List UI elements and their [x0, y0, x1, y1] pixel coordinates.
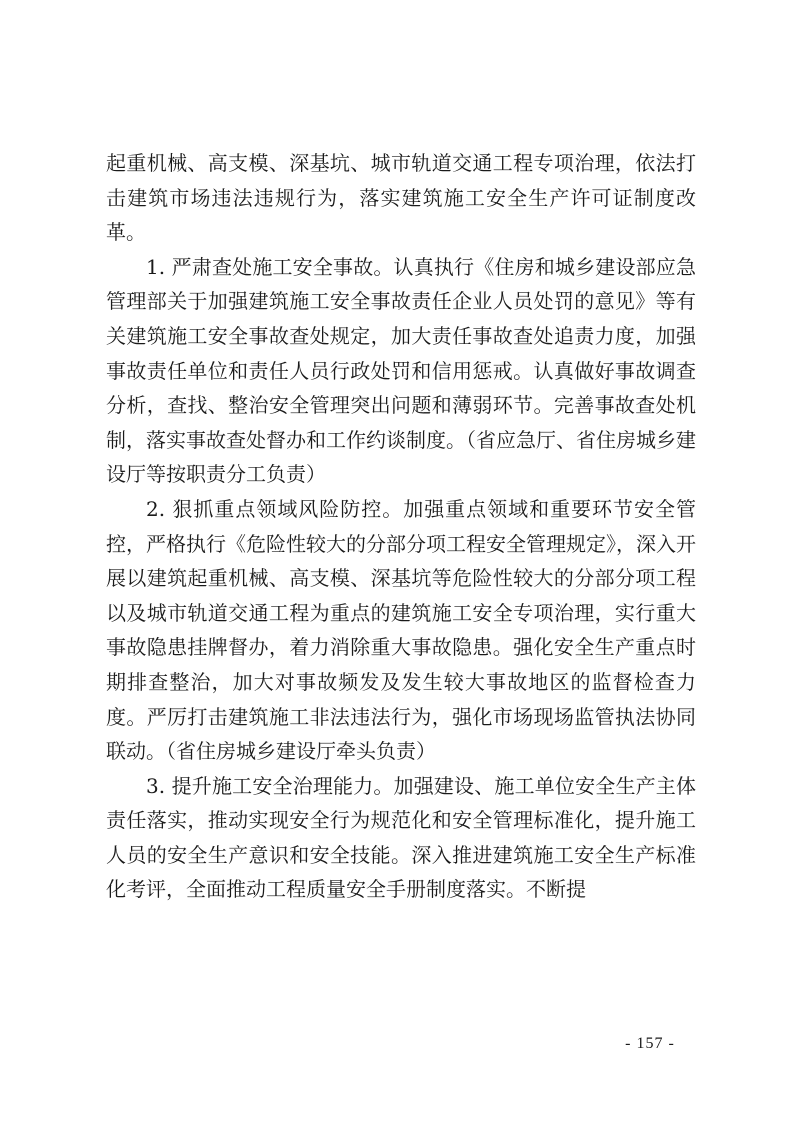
paragraph-item-3: 3. 提升施工安全治理能力。加强建设、施工单位安全生产主体责任落实，推动实现安全行为规范化和安全管理标准化，提升施工人员的安全生产意识和安全技能。深入推进建筑施工安全生产标准化考评，全面推动工程质量安全手册制度落实。不断提 [106, 773, 696, 902]
page-number: - 157 - [625, 1035, 675, 1052]
body-text [106, 146, 696, 907]
paragraph-item-1: 1. 严肃查处施工安全事故。认真执行《住房和城乡建设部应急管理部关于加强建筑施工安全事故责任企业人员处罚的意见》等有关建筑施工安全事故查处规定，加大责任事故查处追责力度，加强事故责任单位和责任人员行政处罚和信用惩戒。认真做好事故调查分析，查找、整治安全管理突出问题和薄弱环节。完善事故查处机制，落实事故查处督办和工作约谈制度。（省应急厅、省住房城乡建设厅等按职责分工负责） [106, 254, 696, 487]
paragraph-continuation: 起重机械、高支模、深基坑、城市轨道交通工程专项治理，依法打击建筑市场违法违规行为，落实建筑施工安全生产许可证制度改革。 [106, 151, 696, 245]
paragraph-item-2: 2. 狠抓重点领域风险防控。加强重点领域和重要环节安全管控，严格执行《危险性较大的分部分项工程安全管理规定》，深入开展以建筑起重机械、高支模、深基坑等危险性较大的分部分项工程以及城市轨道交通工程为重点的建筑施工安全专项治理，实行重大事故隐患挂牌督办，着力消除重大事故隐患。强化安全生产重点时期排查整治，加大对事故频发及发生较大事故地区的监督检查力度。严厉打击建筑施工非法违法行为，强化市场现场监管执法协同联动。（省住房城乡建设厅牵头负责） [106, 496, 696, 764]
